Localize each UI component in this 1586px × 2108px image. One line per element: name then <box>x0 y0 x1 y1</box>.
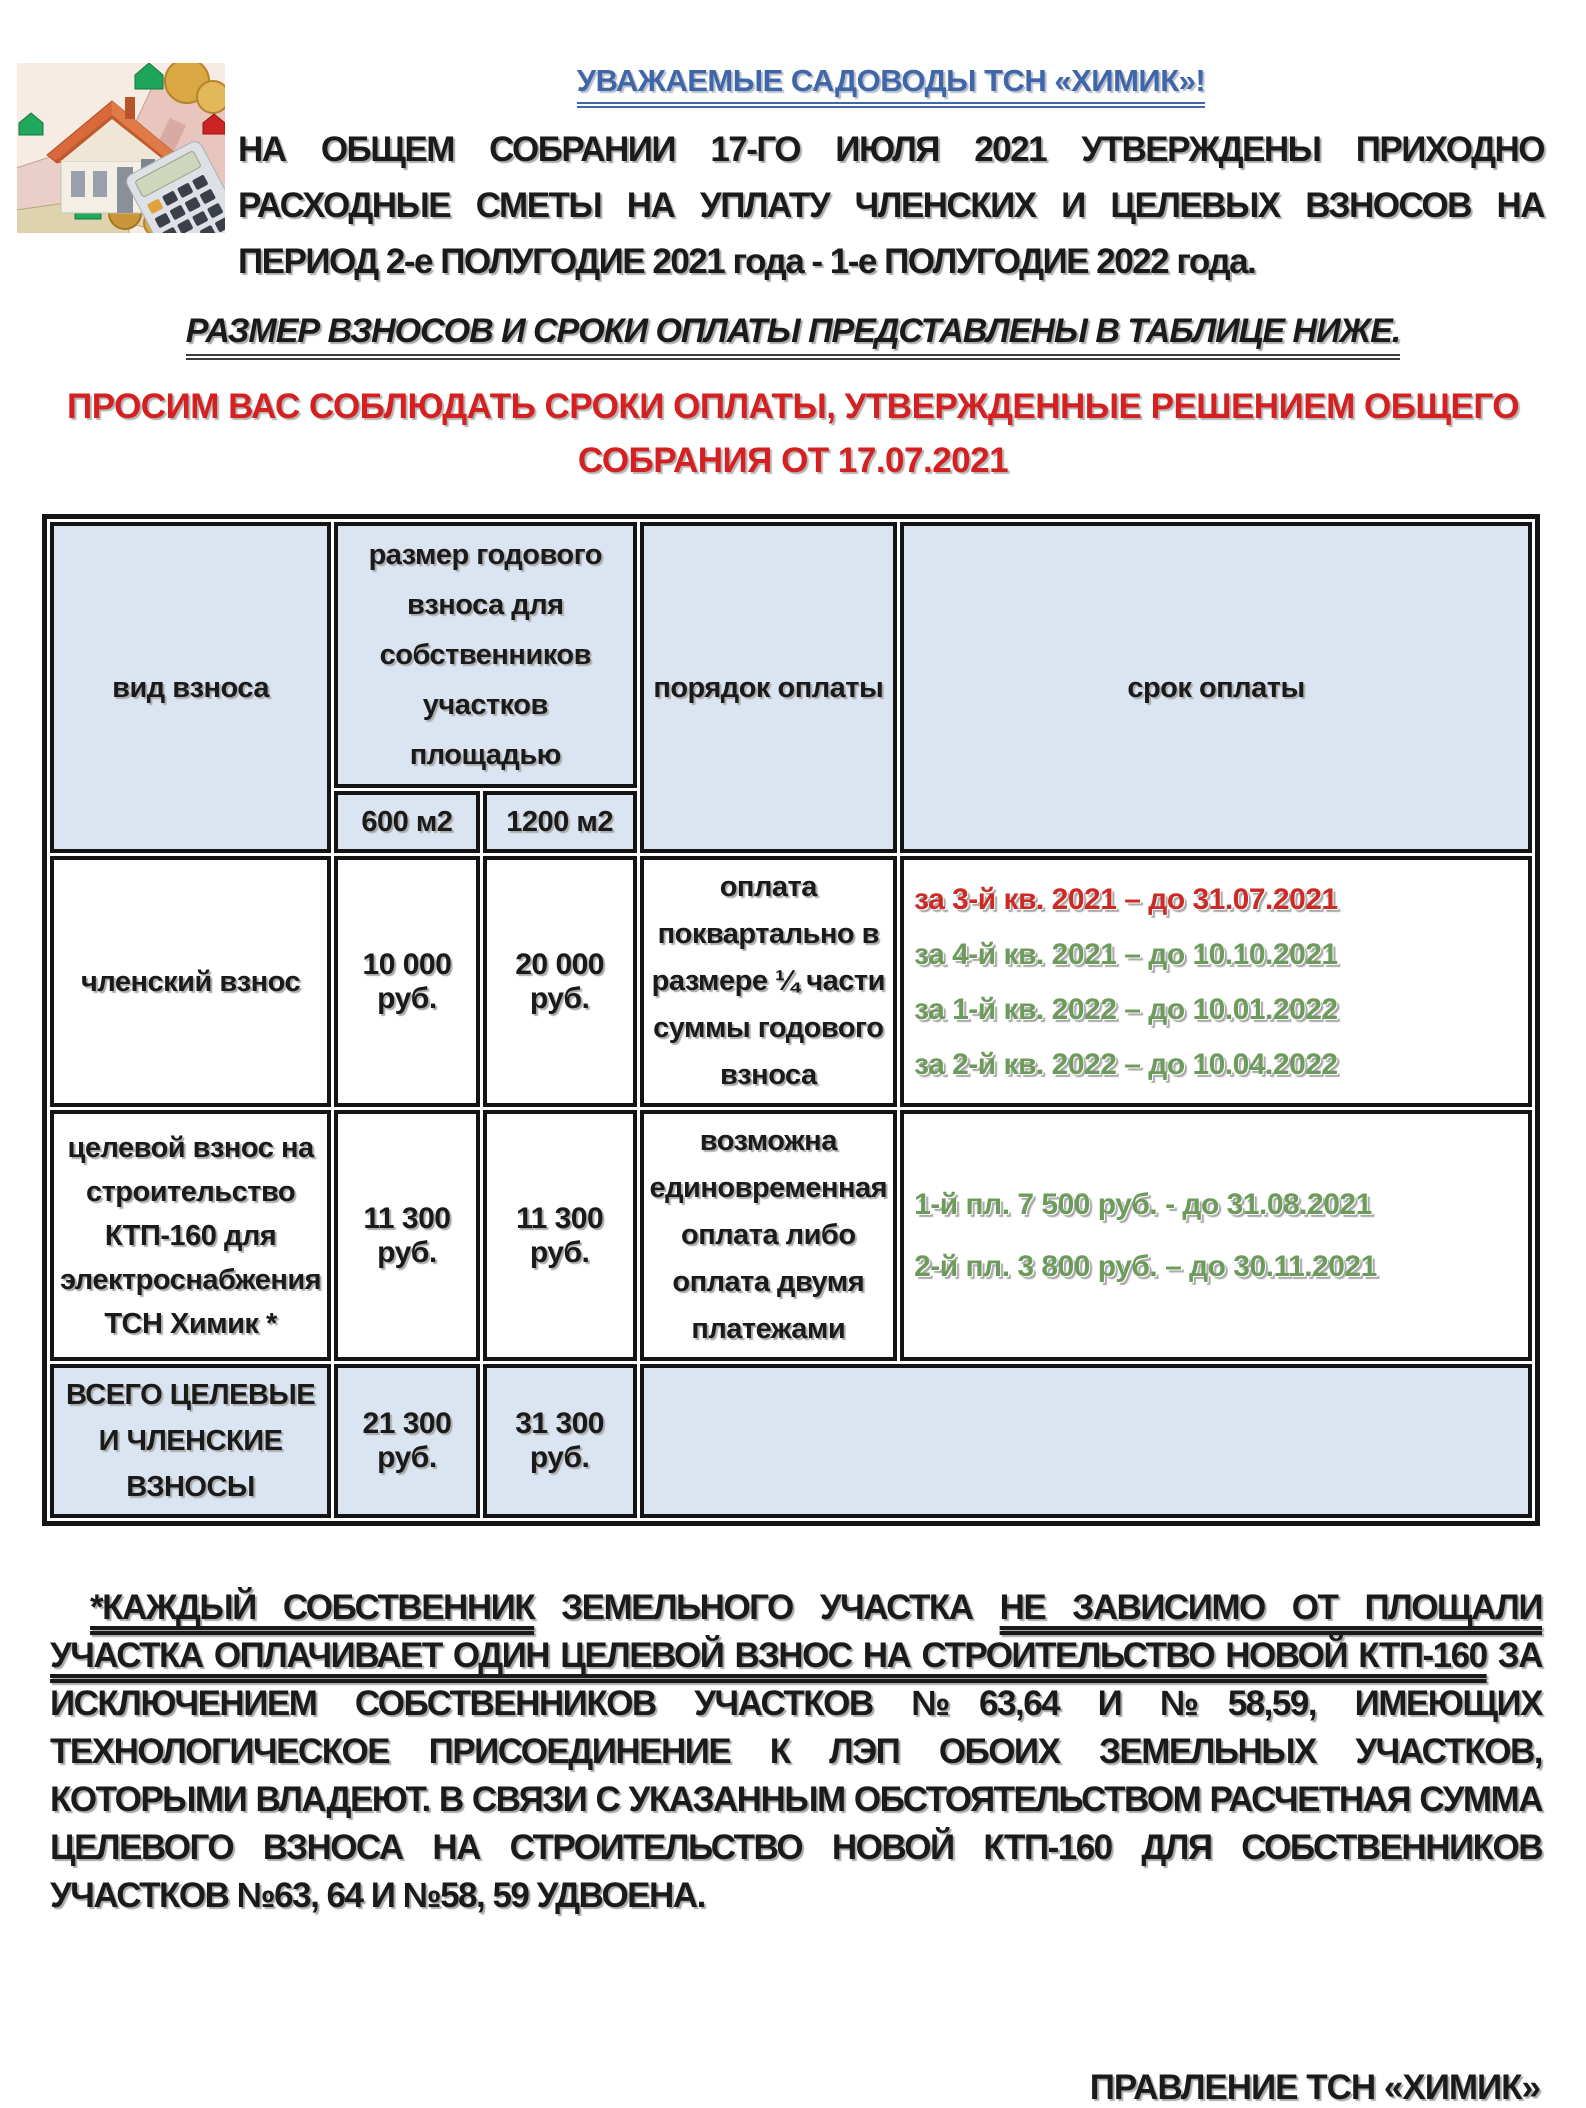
member-fee-600: 10 000 руб. <box>334 856 480 1107</box>
header-kind: вид взноса <box>50 522 331 853</box>
target-fee-order: возможна единовременная оплата либо оплата двумя платежами <box>640 1110 898 1361</box>
fees-table <box>42 514 1540 1526</box>
header-term: срок оплаты <box>900 522 1532 853</box>
page-title-text: УВАЖАЕМЫЕ САДОВОДЫ ТСН «ХИМИК»! <box>577 63 1205 108</box>
member-fee-kind: членский взнос <box>50 856 331 1107</box>
header-size-group: размер годового взноса для собственников участков площадью <box>334 522 636 788</box>
total-1200: 31 300 руб. <box>483 1364 637 1518</box>
header-size-600: 600 м2 <box>334 791 480 853</box>
target-fee-600: 11 300 руб. <box>334 1110 480 1361</box>
payment-warning-line1: ПРОСИМ ВАС СОБЛЮДАТЬ СРОКИ ОПЛАТЫ, УТВЕРЖДЕННЫЕ РЕШЕНИЕМ ОБЩЕГО <box>0 380 1586 434</box>
total-600: 21 300 руб. <box>334 1364 480 1518</box>
member-fee-deadlines <box>900 856 1532 1107</box>
deadline-q3-2021: за 3-й кв. 2021 – до 31.07.2021 <box>914 872 1522 927</box>
deadline-payment-1: 1-й пл. 7 500 руб. - до 31.08.2021 <box>914 1174 1522 1236</box>
footnote-paragraph <box>50 1584 1542 1920</box>
deadline-q4-2021: за 4-й кв. 2021 – до 10.10.2021 <box>914 927 1522 982</box>
table-row-total <box>50 1364 1532 1518</box>
total-empty-cell <box>640 1364 1532 1518</box>
house-money-photo-svg <box>17 63 225 233</box>
payment-warning-line2: СОБРАНИЯ ОТ 17.07.2021 <box>0 434 1586 488</box>
footnote-plain-2: ЗА ИСКЛЮЧЕНИЕМ СОБСТВЕННИКОВ УЧАСТКОВ №63,64 И №58,59, ИМЕЮЩИХ ТЕХНОЛОГИЧЕСКОЕ ПРИСОЕДИНЕНИЕ К ЛЭП ОБОИХ ЗЕМЕЛЬНЫХ УЧАСТКОВ, КОТОРЫМИ ВЛАДЕЮТ. В СВЯЗИ С УКАЗАННЫМ ОБСТОЯТЕЛЬСТВОМ РАСЧЕТНАЯ СУММА ЦЕЛЕВОГО ВЗНОСА НА СТРОИТЕЛЬСТВО НОВОЙ КТП-160 ДЛЯ СОБСТВЕННИКОВ УЧАСТКОВ №63, 64 И №58, 59 УДВОЕНА. <box>50 1636 1542 1915</box>
intro-paragraph: НА ОБЩЕМ СОБРАНИИ 17-ГО ИЮЛЯ 2021 УТВЕРЖДЕНЫ ПРИХОДНО РАСХОДНЫЕ СМЕТЫ НА УПЛАТУ ЧЛЕНСКИХ И ЦЕЛЕВЫХ ВЗНОСОВ НА ПЕРИОД 2-е ПОЛУГОДИЕ 2021 года - 1-е ПОЛУГОДИЕ 2022 года. <box>238 122 1544 290</box>
table-row-member-fee <box>50 856 1532 1107</box>
signature-line: ПРАВЛЕНИЕ ТСН «ХИМИК» <box>0 2068 1540 2108</box>
member-fee-1200: 20 000 руб. <box>483 856 637 1107</box>
page-title <box>238 63 1544 108</box>
house-money-calculator-image <box>17 63 225 233</box>
deadline-q1-2022: за 1-й кв. 2022 – до 10.01.2022 <box>914 982 1522 1037</box>
table-header-row <box>50 522 1532 788</box>
footnote-plain-1: ЗЕМЕЛЬНОГО УЧАСТКА <box>534 1588 999 1627</box>
target-fee-1200: 11 300 руб. <box>483 1110 637 1361</box>
header-size-1200: 1200 м2 <box>483 791 637 853</box>
table-row-target-fee <box>50 1110 1532 1361</box>
total-kind: ВСЕГО ЦЕЛЕВЫЕ И ЧЛЕНСКИЕ ВЗНОСЫ <box>50 1364 331 1518</box>
deadline-payment-2: 2-й пл. 3 800 руб. – до 30.11.2021 <box>914 1236 1522 1298</box>
subtitle-text: РАЗМЕР ВЗНОСОВ И СРОКИ ОПЛАТЫ ПРЕДСТАВЛЕНЫ В ТАБЛИЦЕ НИЖЕ. <box>186 312 1400 360</box>
target-fee-deadlines <box>900 1110 1532 1361</box>
subtitle-line <box>0 312 1586 360</box>
footnote-underlined-2: НЕ ЗАВИСИМО ОТ ПЛОЩАЛИ УЧАСТКА ОПЛАЧИВАЕТ ОДИН ЦЕЛЕВОЙ ВЗНОС НА СТРОИТЕЛЬСТВО НОВОЙ КТП-160 <box>50 1588 1542 1675</box>
deadline-q2-2022: за 2-й кв. 2022 – до 10.04.2022 <box>914 1037 1522 1092</box>
header-block <box>0 63 1586 290</box>
payment-warning <box>0 380 1586 488</box>
footnote-underlined-1: *КАЖДЫЙ СОБСТВЕННИК <box>90 1588 534 1627</box>
target-fee-kind: целевой взнос на строительство КТП-160 для электроснабжения ТСН Химик * <box>50 1110 331 1361</box>
header-order: порядок оплаты <box>640 522 898 853</box>
header-text <box>238 63 1544 290</box>
member-fee-order: оплата поквартально в размере ¼ части суммы годового взноса <box>640 856 898 1107</box>
